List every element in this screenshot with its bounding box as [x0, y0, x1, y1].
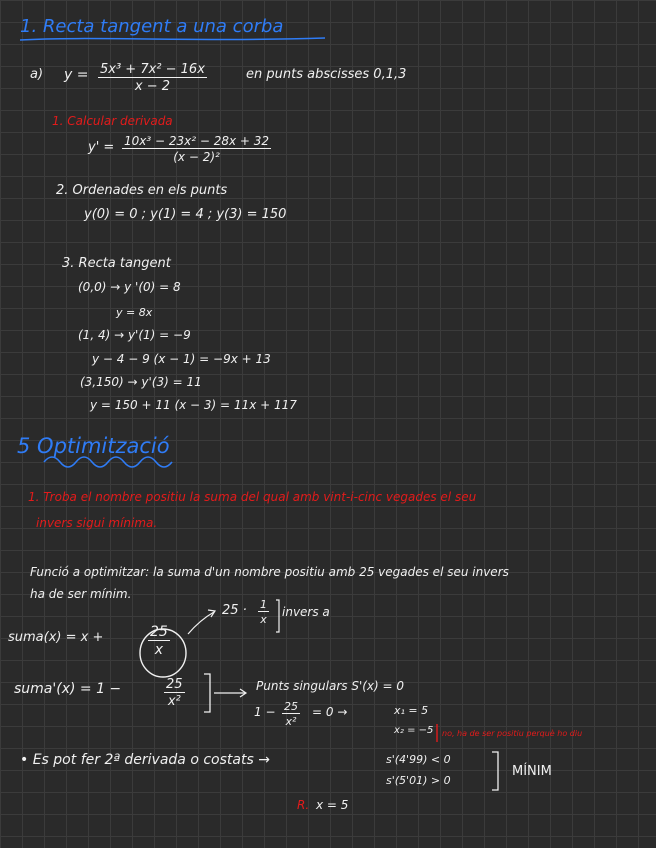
- minimum-bracket: [492, 752, 498, 790]
- title-1-underline: [20, 38, 325, 40]
- section-1-title: 1. Recta tangent a una corba: [20, 16, 284, 37]
- singular-eq-numerator: 25: [284, 700, 298, 713]
- singular-points-label: Punts singulars S'(x) = 0: [256, 679, 405, 693]
- section-5-title: 5 Optimització: [17, 434, 170, 458]
- singular-arrow: [214, 689, 246, 697]
- tangent-line-4: (3,150) → y'(3) = 11: [80, 375, 202, 389]
- fraction-circle: [140, 629, 186, 677]
- sum-function-numerator: 25: [150, 624, 168, 640]
- step-1-label: 1. Calcular derivada: [52, 114, 173, 128]
- tangent-line-5: y = 150 + 11 (x − 3) = 11x + 117: [90, 398, 297, 412]
- step-1-denominator: (x − 2)²: [173, 150, 220, 164]
- inverse-note-label: invers a: [282, 605, 330, 619]
- singular-eq-denominator: x²: [285, 715, 297, 728]
- derivative-denominator: x²: [167, 694, 181, 709]
- function-text-line-1: Funció a optimitzar: la suma d'un nombre positiu amb 25 vegades el seu invers: [30, 565, 509, 579]
- tangent-line-2: (1, 4) → y'(1) = −9: [78, 328, 191, 342]
- note-arrow: [188, 612, 214, 634]
- minimum-result: MÍNIM: [512, 764, 552, 779]
- tangent-line-1: y = 8x: [116, 306, 153, 319]
- singular-eq-right: = 0 →: [312, 705, 348, 719]
- singular-eq-left: 1 −: [254, 705, 276, 719]
- answer-label: R.: [297, 798, 310, 812]
- section-5-squiggle: [44, 457, 172, 467]
- sum-function-lhs: suma(x) = x +: [8, 630, 104, 645]
- step-2-label: 2. Ordenades en els punts: [56, 183, 228, 198]
- check-left-side: s'(4'99) < 0: [386, 753, 451, 766]
- part-a-lhs: y =: [64, 67, 89, 83]
- derivative-lhs: suma'(x) = 1 −: [14, 681, 122, 697]
- problem-line-2: invers sigui mínima.: [36, 516, 158, 530]
- part-a-label: a): [30, 67, 44, 82]
- answer-value: x = 5: [316, 798, 349, 812]
- inverse-bracket: [276, 600, 279, 632]
- step-3-label: 3. Recta tangent: [62, 256, 171, 271]
- root-rejection-note: no, ha de ser positiu perquè ho diu: [442, 729, 583, 738]
- problem-line-1: 1. Troba el nombre positiu la suma del qual amb vint-i-cinc vegades el seu: [28, 490, 477, 504]
- tangent-line-0: (0,0) → y '(0) = 8: [78, 280, 181, 294]
- step-2-values: y(0) = 0 ; y(1) = 4 ; y(3) = 150: [84, 207, 287, 222]
- inverse-note-numerator: 1: [260, 598, 267, 611]
- second-derivative-text: • Es pot fer 2ª derivada o costats →: [20, 752, 270, 768]
- part-a-points-text: en punts abscisses 0,1,3: [246, 67, 407, 82]
- part-a-denominator: x − 2: [134, 79, 171, 94]
- derivative-bracket: [204, 674, 210, 712]
- derivative-numerator: 25: [166, 677, 183, 692]
- step-1-lhs: y' =: [88, 140, 115, 155]
- check-right-side: s'(5'01) > 0: [386, 774, 451, 787]
- tangent-line-3: y − 4 − 9 (x − 1) = −9x + 13: [92, 352, 271, 366]
- root-x1: x₁ = 5: [394, 704, 429, 717]
- root-x2: x₂ = −5: [394, 725, 434, 736]
- part-a-numerator: 5x³ + 7x² − 16x: [100, 62, 205, 77]
- step-1-numerator: 10x³ − 23x² − 28x + 32: [124, 134, 270, 148]
- sum-function-denominator: x: [154, 642, 164, 658]
- inverse-note-text: 25 ·: [222, 603, 247, 618]
- function-text-line-2: ha de ser mínim.: [30, 587, 132, 601]
- inverse-note-denominator: x: [260, 613, 267, 626]
